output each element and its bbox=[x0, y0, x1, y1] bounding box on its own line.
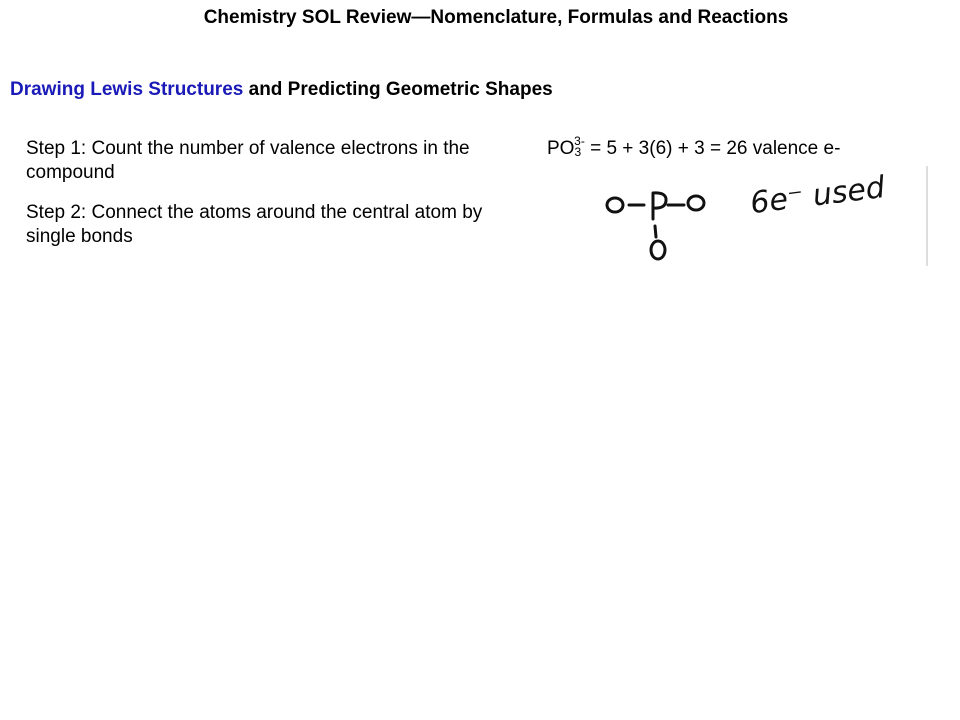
slide-title: Chemistry SOL Review—Nomenclature, Formulas and Reactions bbox=[203, 7, 789, 28]
formula-subscript: 3 bbox=[574, 145, 582, 159]
sketch-atom-o-right bbox=[688, 196, 704, 210]
sketch-bond-down bbox=[655, 226, 656, 237]
heading-highlight: Drawing Lewis Structures bbox=[10, 79, 244, 100]
valence-electron-formula bbox=[547, 134, 841, 161]
steps-list bbox=[26, 137, 526, 265]
sketch-atom-o-left bbox=[607, 198, 623, 212]
formula-superscript: 3- bbox=[574, 134, 585, 148]
formula-equation: = 5 + 3(6) + 3 = 26 valence e- bbox=[584, 138, 841, 159]
sketch-atom-p bbox=[653, 193, 666, 219]
section-heading bbox=[10, 79, 553, 101]
sketch-atom-o-bottom bbox=[651, 241, 665, 259]
sketch-note: 6e⁻ used bbox=[748, 169, 887, 222]
step-1: Step 1: Count the number of valence electrons in the compound bbox=[26, 138, 470, 183]
step-2: Step 2: Connect the atoms around the central atom by single bonds bbox=[26, 202, 483, 247]
handwritten-lewis-sketch bbox=[560, 166, 930, 266]
formula-symbol: PO bbox=[547, 138, 575, 159]
heading-rest: and Predicting Geometric Shapes bbox=[243, 79, 553, 100]
